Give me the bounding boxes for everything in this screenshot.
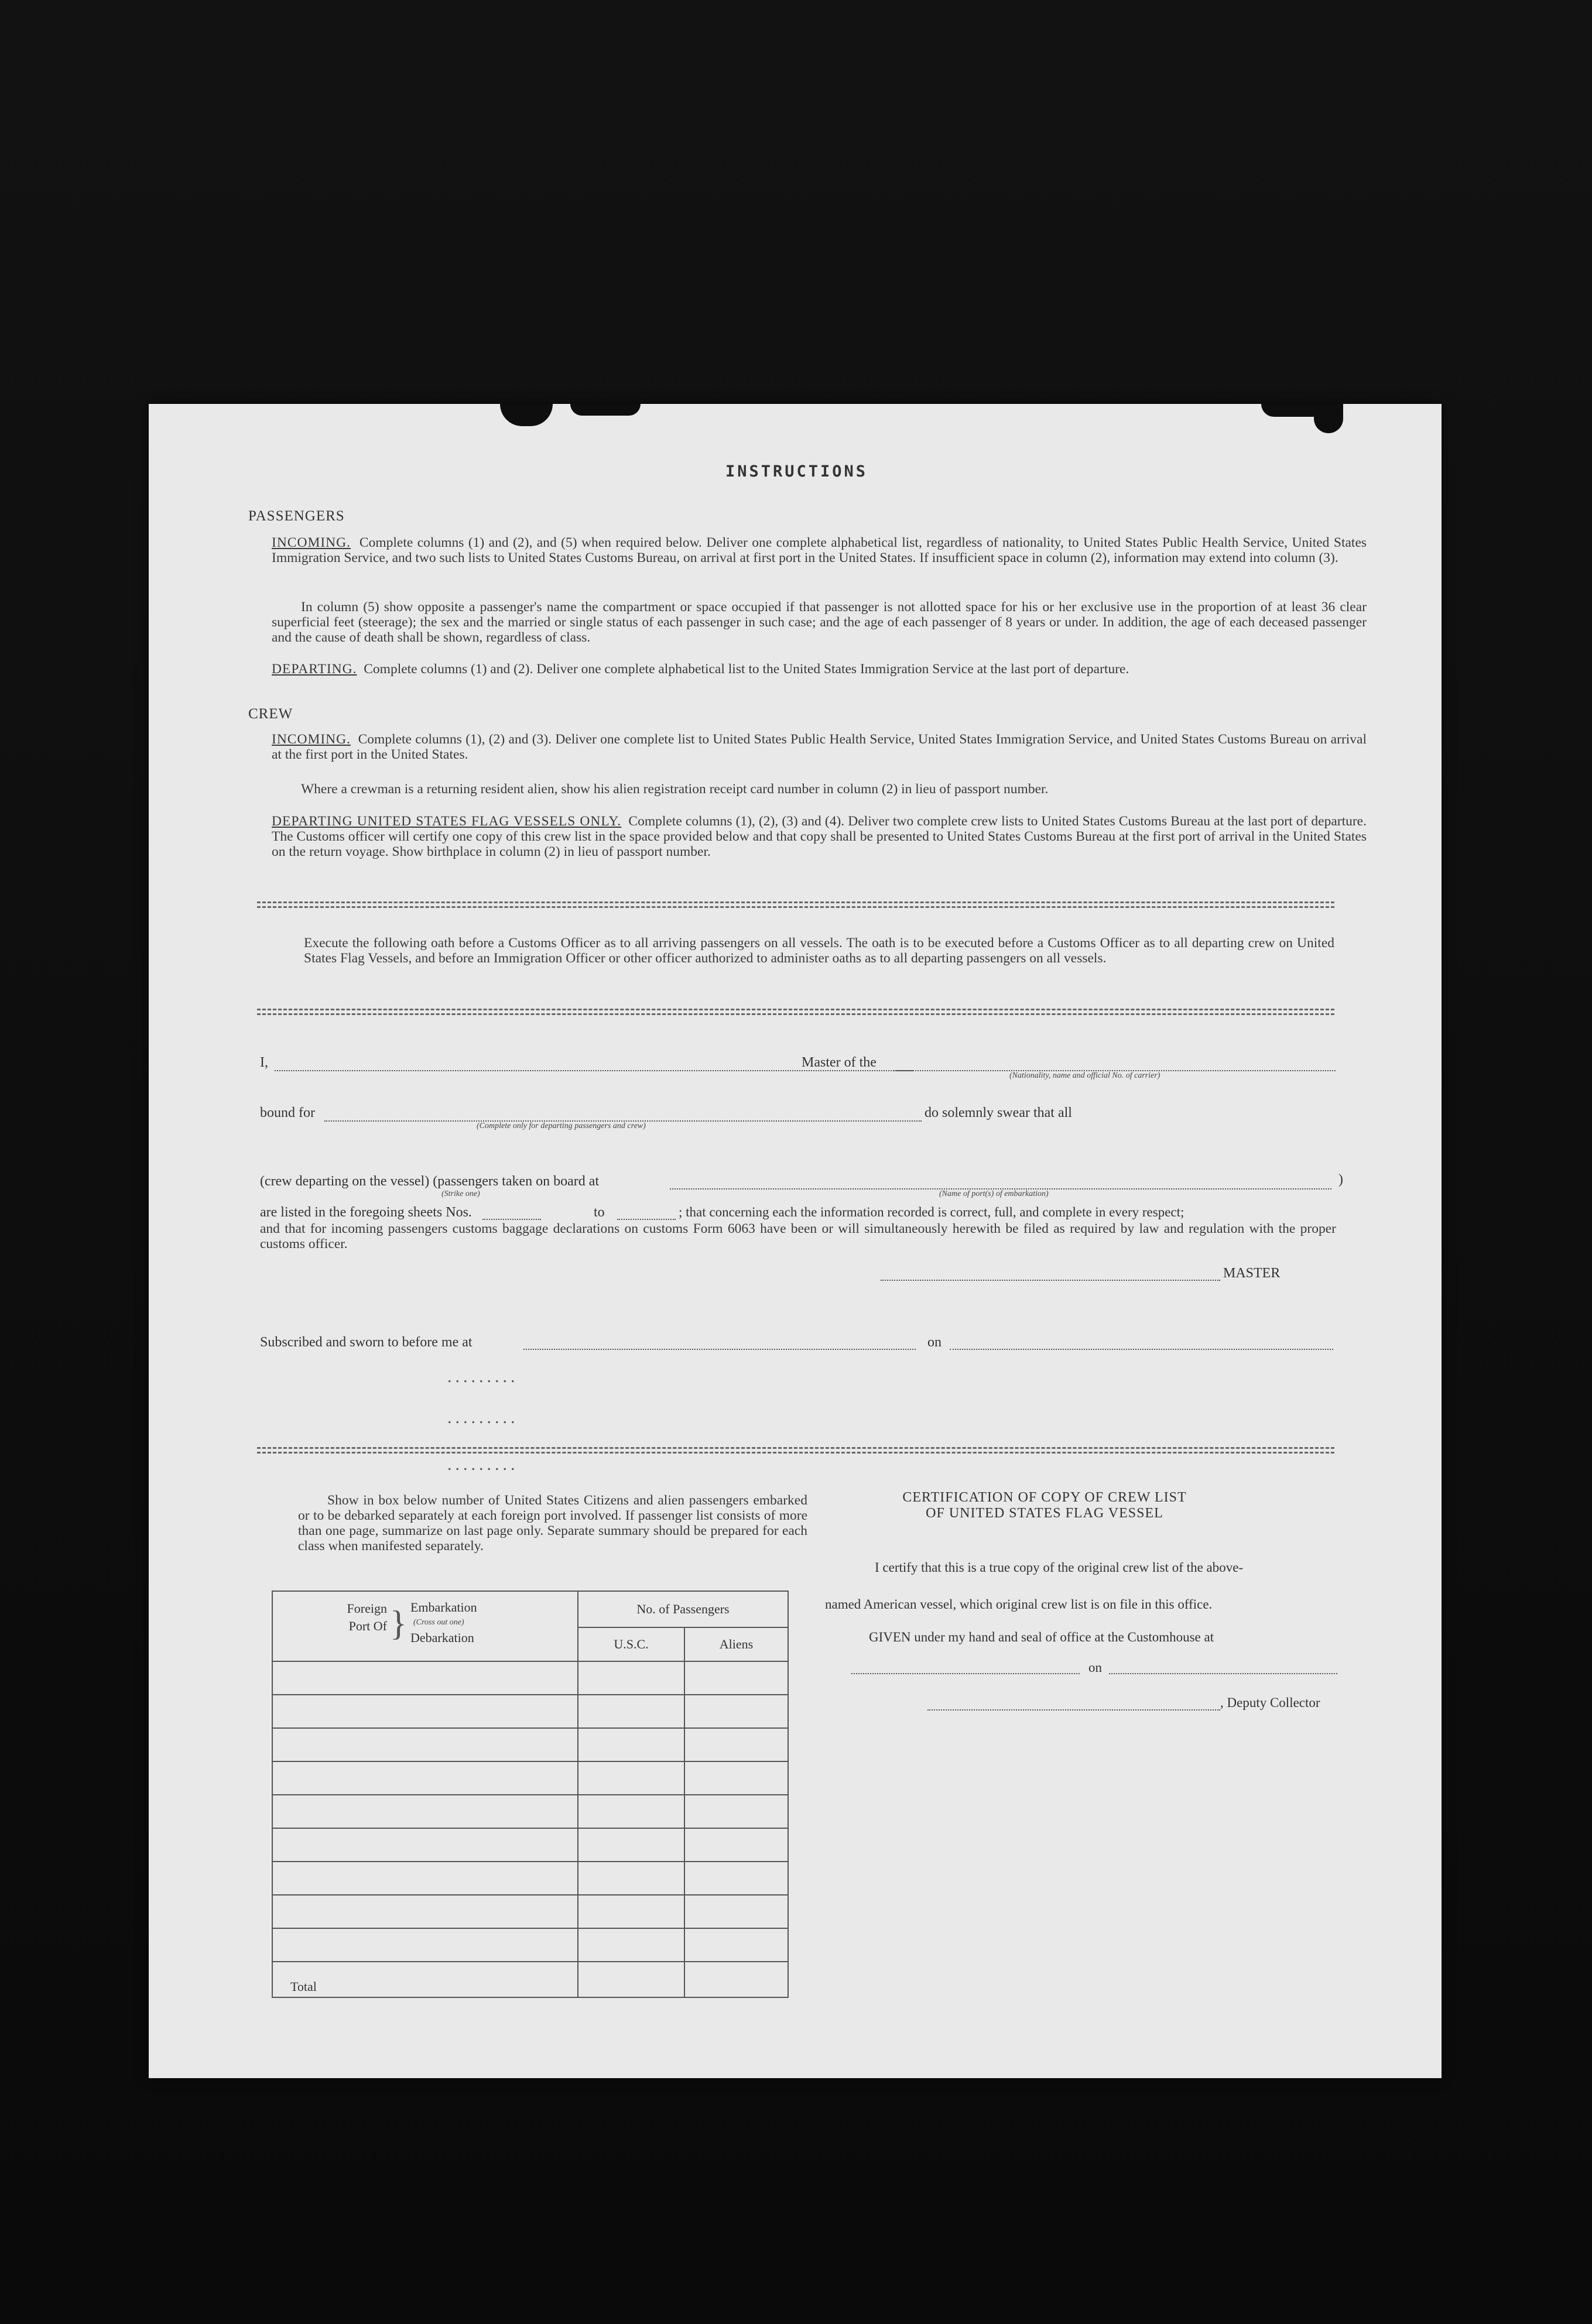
aliens-cell[interactable] (684, 1795, 788, 1828)
sheets-to-label: to (594, 1205, 605, 1220)
divider (257, 902, 1334, 903)
certify-line2: named American vessel, which original crew list is on file in this office. (825, 1597, 1213, 1612)
aliens-header: Aliens (684, 1627, 788, 1661)
oath-i-label: I, (260, 1055, 268, 1070)
master-signature-field[interactable] (881, 1280, 1220, 1281)
total-label: Total (272, 1962, 578, 1997)
table-row (272, 1795, 788, 1828)
brace-icon: } (390, 1604, 407, 1643)
torn-edge (570, 404, 641, 416)
oath-intro-text: Execute the following oath before a Customs Officer as to all arriving passengers on all vessels. The oath is to be executed before a Customs Officer as to all departing crew on United States Flag Vessels, and before an Immigration Officer or other officer authorized to administer oaths as to all departing passengers on all vessels. (304, 935, 1334, 966)
usc-cell[interactable] (578, 1828, 684, 1862)
deputy-signature-field[interactable] (927, 1709, 1220, 1711)
sworn-place-field[interactable] (523, 1349, 916, 1350)
port-cell[interactable] (272, 1828, 578, 1862)
master-label: MASTER (1223, 1266, 1281, 1281)
debarkation-label: Debarkation (410, 1630, 474, 1645)
table-row (272, 1862, 788, 1895)
passengers-column5-text: In column (5) show opposite a passenger's name the compartment or space occupied if that passenger is not allotted space for his or her exclusive use in the proportion of at least 36 clear superficial feet (steerage); the sex and the married or single status of each passenger in such case; and the age of each passenger of 8 years or under. In addition, the age of each deceased passenger and the cause of death shall be shown, regardless of class. (272, 599, 1367, 645)
port-cell[interactable] (272, 1695, 578, 1728)
passengers-column5 (272, 599, 1367, 645)
passengers-departing-text: Complete columns (1) and (2). Deliver one complete alphabetical list to the United States Immigration Service at the last port of departure. (364, 661, 1129, 677)
sworn-on-label: on (927, 1335, 941, 1350)
crew-returning-text: Where a crewman is a returning resident alien, show his alien registration receipt card number in column (2) in lieu of passport number. (301, 781, 1049, 797)
aliens-cell[interactable] (684, 1695, 788, 1728)
aliens-cell[interactable] (684, 1728, 788, 1761)
aliens-cell[interactable] (684, 1761, 788, 1795)
passengers-incoming (272, 535, 1367, 565)
total-row (272, 1962, 788, 1997)
table-row (272, 1661, 788, 1695)
passengers-departing (272, 661, 1367, 677)
crew-returning (272, 781, 1367, 797)
embarkation-label: Embarkation (410, 1600, 477, 1615)
sheets-continuation: ; that concerning each the information recorded is correct, full, and complete in every respect; (679, 1205, 1184, 1219)
certify-line1: I certify that this is a true copy of the original crew list of the above- (875, 1560, 1244, 1575)
passenger-summary-table (272, 1591, 789, 1998)
aliens-cell[interactable] (684, 1895, 788, 1928)
certification-title-line2: OF UNITED STATES FLAG VESSEL (926, 1506, 1163, 1521)
torn-edge (1314, 404, 1343, 433)
bleed-through-mark: ......... (447, 1455, 519, 1474)
usc-cell[interactable] (578, 1661, 684, 1695)
port-cell[interactable] (272, 1895, 578, 1928)
certify-on-label: on (1088, 1660, 1102, 1675)
crew-departing (272, 814, 1367, 859)
passengers-incoming-label: INCOMING. (272, 535, 351, 550)
passengers-incoming-text: Complete columns (1) and (2), and (5) when required below. Deliver one complete alphabetical list, regardless of nationality, to United States Public Health Service, United States Immigration Service, and two such lists to United States Customs Bureau, on arrival at first port in the United States. If insufficient space in column (2), information may extend into column (3). (272, 535, 1367, 565)
divider (257, 906, 1334, 908)
subscribed-label: Subscribed and sworn to before me at (260, 1335, 473, 1350)
aliens-total-cell[interactable] (684, 1962, 788, 1997)
instructions-title: INSTRUCTIONS (725, 462, 868, 481)
close-paren: ) (1338, 1172, 1343, 1187)
sheet-from-field[interactable] (482, 1219, 541, 1220)
usc-cell[interactable] (578, 1795, 684, 1828)
certification-title-line1: CERTIFICATION OF COPY OF CREW LIST (902, 1490, 1187, 1505)
baggage-declaration (260, 1221, 1336, 1252)
passengers-departing-label: DEPARTING. (272, 661, 357, 677)
crew-heading: CREW (248, 706, 293, 722)
usc-header: U.S.C. (578, 1627, 684, 1661)
port-cell[interactable] (272, 1928, 578, 1962)
bound-for-label: bound for (260, 1105, 315, 1120)
sheet-to-field[interactable] (617, 1219, 676, 1220)
passengers-heading: PASSENGERS (248, 508, 345, 524)
sworn-date-field[interactable] (950, 1349, 1333, 1350)
table-row (272, 1895, 788, 1928)
usc-total-cell[interactable] (578, 1962, 684, 1997)
summary-instruction (298, 1493, 807, 1554)
usc-cell[interactable] (578, 1695, 684, 1728)
oath-intro (304, 935, 1334, 966)
summary-instruction-text: Show in box below number of United States Citizens and alien passengers embarked or to be debarked separately at each foreign port involved. If passenger list consists of more than one page, summarize on last page only. Separate summary should be prepared for each class when manifested separately. (298, 1493, 807, 1554)
embarkation-caption: (Name of port(s) of embarkation) (939, 1190, 1049, 1198)
customhouse-field[interactable] (851, 1673, 1080, 1674)
usc-cell[interactable] (578, 1928, 684, 1962)
port-header-cell (272, 1591, 578, 1661)
certify-line3: GIVEN under my hand and seal of office at the Customhouse at (869, 1630, 1214, 1644)
certification-title (881, 1490, 1208, 1521)
divider (257, 1452, 1334, 1454)
table-row (272, 1928, 788, 1962)
crew-departing-text: Complete columns (1), (2), (3) and (4). Deliver two complete crew lists to United States Customs Bureau at the last port of departure. The Customs officer will certify one copy of this crew list in the space provided below and that copy shall be presented to United States Customs Bureau at the first port of arrival in the United States on the return voyage. Show birthplace in column (2) in lieu of passport number. (272, 814, 1367, 859)
sheets-label: are listed in the foregoing sheets Nos. (260, 1205, 472, 1220)
aliens-cell[interactable] (684, 1862, 788, 1895)
cross-out-caption: (Cross out one) (413, 1618, 464, 1627)
divider (257, 1447, 1334, 1449)
crew-incoming (272, 732, 1367, 762)
document-page (149, 404, 1442, 2078)
baggage-declaration-text: and that for incoming passengers customs baggage declarations on customs Form 6063 have been or will simultaneously herewith be filed as required by law and regulation with the proper customs officer. (260, 1221, 1336, 1252)
foreign-port-label: Foreign Port Of (347, 1601, 387, 1633)
divider (257, 1009, 1334, 1010)
port-cell[interactable] (272, 1862, 578, 1895)
certify-date-field[interactable] (1109, 1673, 1337, 1674)
master-of-label: Master of the (802, 1055, 877, 1070)
bleed-through-mark: ......... (447, 1408, 519, 1427)
aliens-cell[interactable] (684, 1661, 788, 1695)
port-cell[interactable] (272, 1795, 578, 1828)
table-row (272, 1695, 788, 1728)
divider (257, 1013, 1334, 1015)
table-row (272, 1761, 788, 1795)
bleed-through-mark: ......... (447, 1367, 519, 1386)
crew-departing-label: DEPARTING UNITED STATES FLAG VESSELS ONLY. (272, 814, 622, 829)
departing-caption: (Complete only for departing passengers and crew) (477, 1122, 646, 1130)
crew-line-label: (crew departing on the vessel) (passengers taken on board at (260, 1174, 600, 1189)
port-cell[interactable] (272, 1728, 578, 1761)
port-cell[interactable] (272, 1661, 578, 1695)
usc-cell[interactable] (578, 1862, 684, 1895)
torn-edge (500, 404, 553, 426)
port-cell[interactable] (272, 1761, 578, 1795)
crew-incoming-text: Complete columns (1), (2) and (3). Deliver one complete list to United States Public Health Service, United States Immigration Service, and United States Customs Bureau on arrival at the first port in the United States. (272, 732, 1367, 762)
aliens-cell[interactable] (684, 1828, 788, 1862)
table-row (272, 1828, 788, 1862)
number-of-passengers-header: No. of Passengers (578, 1591, 788, 1627)
deputy-collector-label: , Deputy Collector (1220, 1695, 1320, 1710)
aliens-cell[interactable] (684, 1928, 788, 1962)
usc-cell[interactable] (578, 1895, 684, 1928)
usc-cell[interactable] (578, 1728, 684, 1761)
usc-cell[interactable] (578, 1761, 684, 1795)
carrier-caption: (Nationality, name and official No. of carrier) (1009, 1071, 1160, 1080)
crew-incoming-label: INCOMING. (272, 732, 351, 747)
swear-label: do solemnly swear that all (925, 1105, 1072, 1120)
table-row (272, 1728, 788, 1761)
strike-one-caption: (Strike one) (441, 1190, 480, 1198)
